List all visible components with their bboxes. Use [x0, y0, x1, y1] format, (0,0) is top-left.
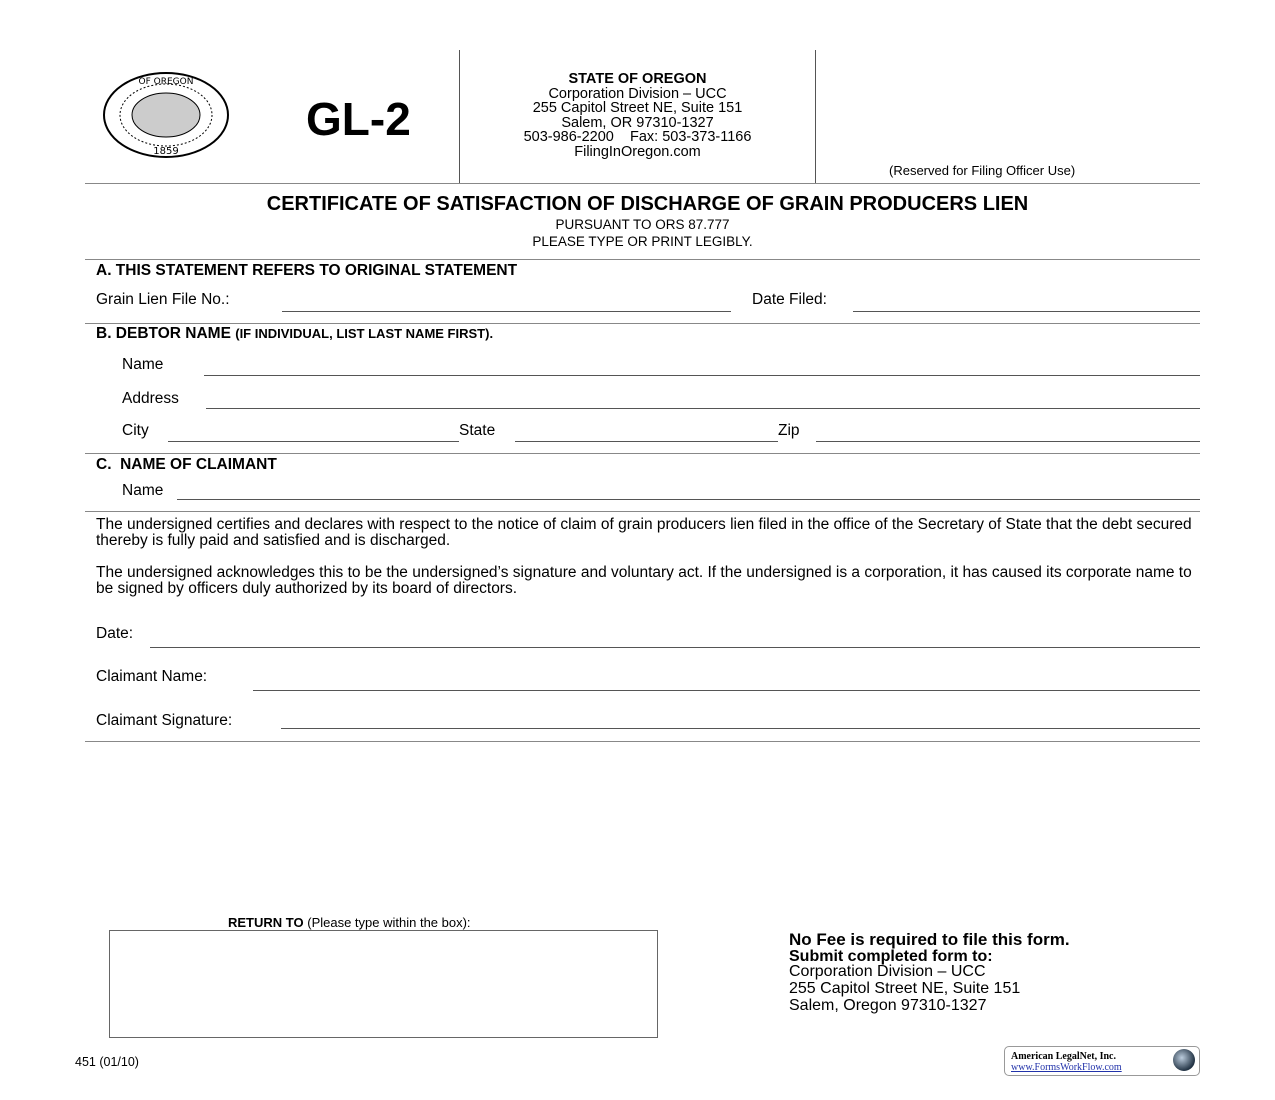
no-fee-note: No Fee is required to file this form.	[789, 930, 1070, 949]
debtor-name-label: Name	[122, 356, 164, 373]
city-label: City	[122, 422, 149, 439]
file-no-field[interactable]	[282, 311, 731, 312]
submit-to-label: Submit completed form to:	[789, 948, 993, 965]
claimant-name-label: Name	[122, 482, 164, 499]
sig-claimant-name-field[interactable]	[253, 690, 1200, 691]
vendor-badge: American LegalNet, Inc. www.FormsWorkFlow.com	[1004, 1046, 1200, 1076]
sig-claimant-name-label: Claimant Name:	[96, 668, 208, 685]
zip-field[interactable]	[816, 441, 1200, 442]
svg-text:OF OREGON: OF OREGON	[138, 77, 194, 87]
date-filed-label: Date Filed:	[752, 291, 827, 308]
form-subtitle: PURSUANT TO ORS 87.777	[555, 217, 730, 232]
debtor-name-field[interactable]	[204, 375, 1200, 376]
form-code: GL-2	[306, 93, 411, 145]
return-to-label: RETURN TO (Please type within the box):	[228, 915, 471, 930]
section-b-heading: B. DEBTOR NAME (IF INDIVIDUAL, LIST LAST NAME FIRST).	[96, 325, 494, 342]
section-a-heading: A. THIS STATEMENT REFERS TO ORIGINAL STATEMENT	[96, 262, 518, 279]
svg-text:1859: 1859	[153, 146, 179, 157]
zip-label: Zip	[778, 422, 800, 439]
file-no-label: Grain Lien File No.:	[96, 291, 230, 308]
globe-icon	[1173, 1049, 1195, 1071]
reserved-note: (Reserved for Filing Officer Use)	[889, 163, 1076, 178]
date-label: Date:	[96, 625, 134, 642]
claimant-name-field[interactable]	[177, 499, 1200, 500]
acknowledgement-statement: The undersigned acknowledges this to be the undersigned’s signature and voluntary act. If the undersigned is a corporation, it has caused its corporate name to be signed by officers duly authorized by its board of directors.	[96, 564, 1192, 597]
date-filed-field[interactable]	[853, 311, 1200, 312]
city-field[interactable]	[168, 441, 459, 442]
vendor-link[interactable]: www.FormsWorkFlow.com	[1011, 1062, 1122, 1073]
agency-address: STATE OF OREGON Corporation Division – UCC 255 Capitol Street NE, Suite 151 Salem, OR 97310-1327 503-986-2200 Fax: 503-373-1166 FilingInOregon.com	[523, 71, 752, 160]
return-to-box[interactable]	[109, 930, 658, 1038]
form-number: 451 (01/10)	[75, 1055, 139, 1069]
state-field[interactable]	[515, 441, 778, 442]
oregon-seal	[102, 72, 230, 158]
claimant-signature-field[interactable]	[281, 728, 1200, 729]
certification-statement: The undersigned certifies and declares with respect to the notice of claim of grain producers lien filed in the office of the Secretary of State that the debt secured thereby is fully paid and satisfied and is discharged.	[96, 516, 1192, 549]
section-c-heading: C. NAME OF CLAIMANT	[96, 456, 277, 473]
date-field[interactable]	[150, 647, 1200, 648]
state-label: State	[459, 422, 496, 439]
form-instruction: PLEASE TYPE OR PRINT LEGIBLY.	[532, 234, 753, 249]
submit-address: Corporation Division – UCC 255 Capitol Street NE, Suite 151 Salem, Oregon 97310-1327	[789, 963, 1021, 1014]
debtor-address-field[interactable]	[206, 408, 1200, 409]
form-title: CERTIFICATE OF SATISFACTION OF DISCHARGE OF GRAIN PRODUCERS LIEN	[266, 193, 1029, 215]
debtor-address-label: Address	[122, 390, 179, 407]
claimant-signature-label: Claimant Signature:	[96, 712, 233, 729]
